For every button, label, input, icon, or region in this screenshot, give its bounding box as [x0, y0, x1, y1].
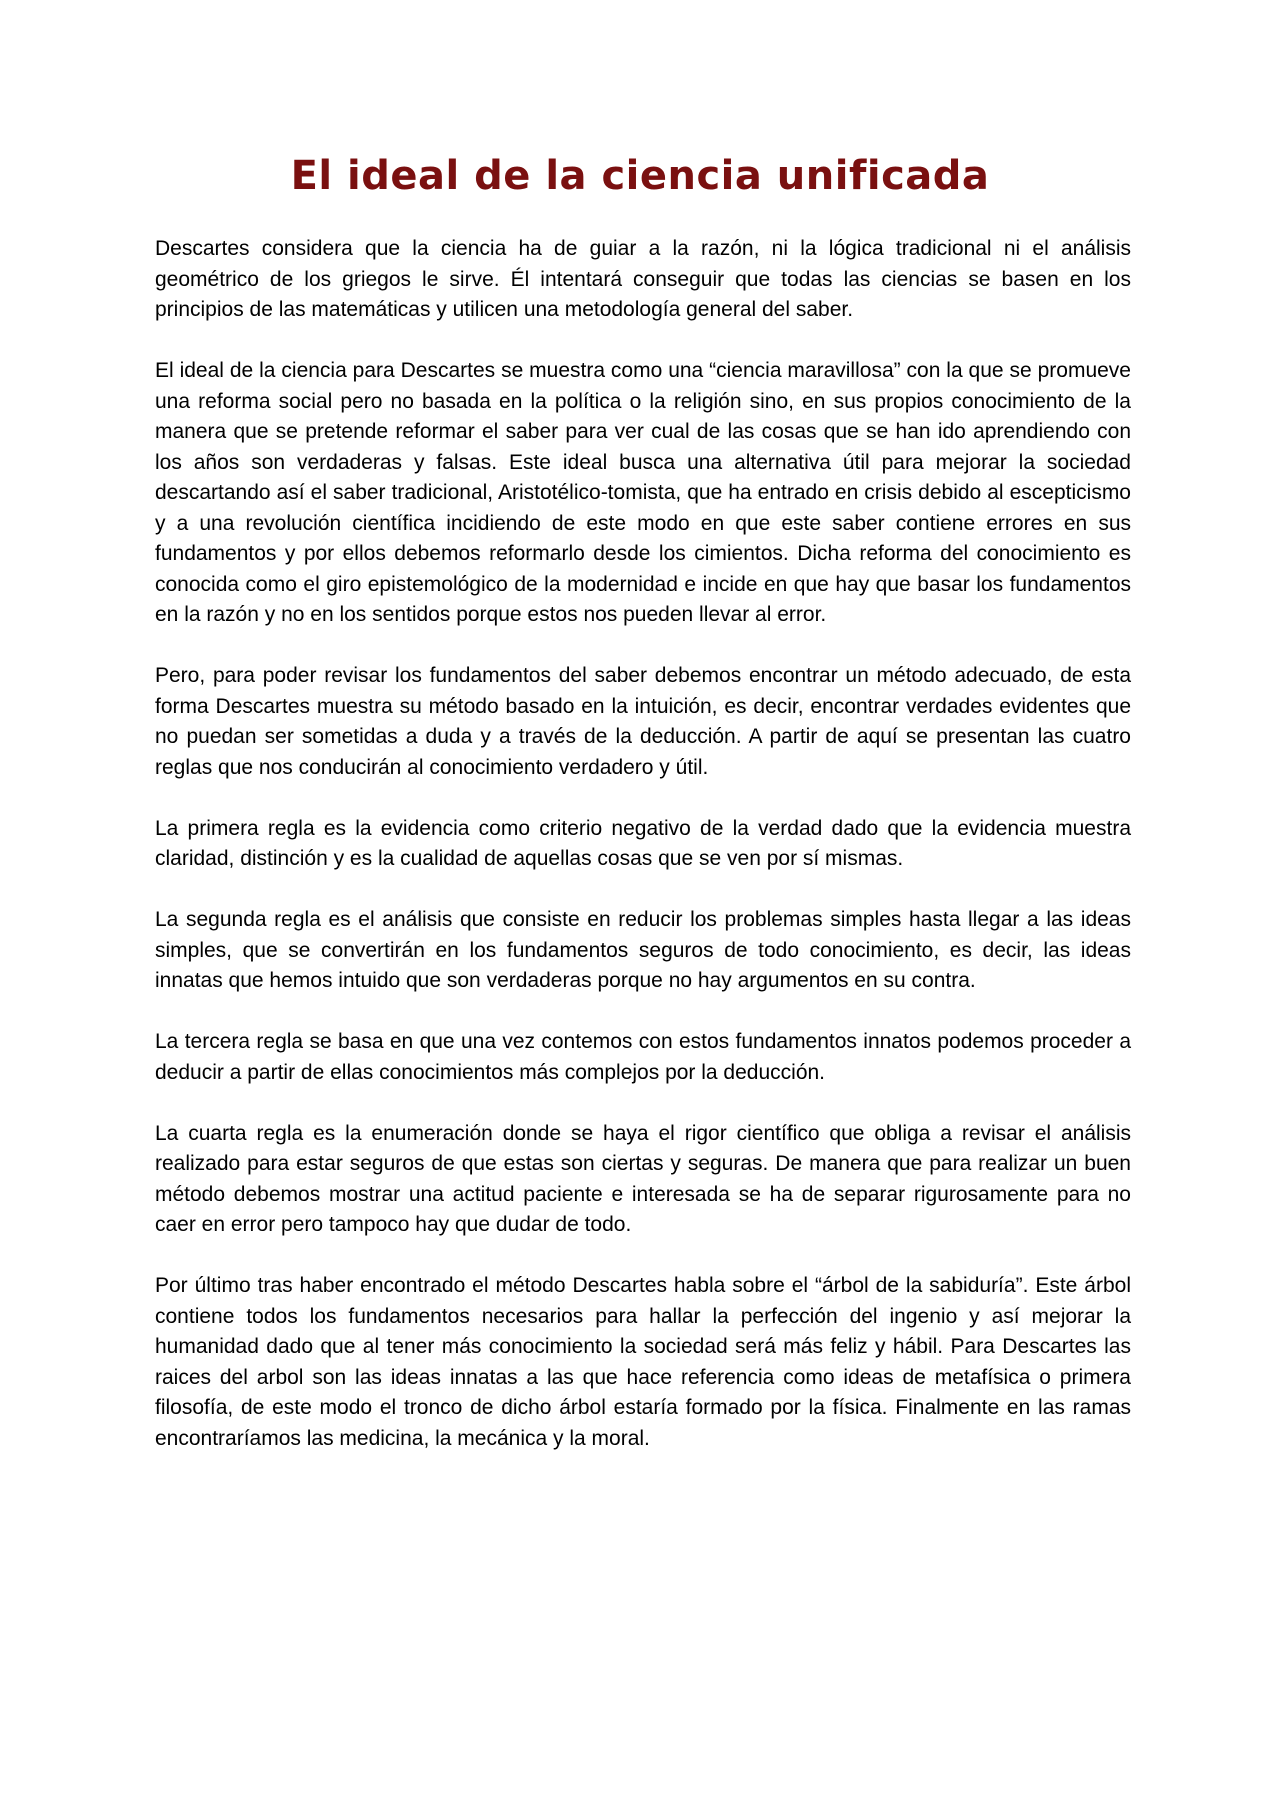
paragraph-6: La tercera regla se basa en que una vez contemos con estos fundamentos innatos podemos proceder a deducir a partir de ellas conocimientos más complejos por la deducción. [155, 1030, 1131, 1084]
paragraph-5: La segunda regla es el análisis que consiste en reducir los problemas simples hasta llegar a las ideas simples, que se convertirán en los fundamentos seguros de todo conocimiento, es decir, las ideas innatas que hemos intuido que son verdaderas porque no hay argumentos en su contra. [155, 908, 1131, 992]
paragraph-3: Pero, para poder revisar los fundamentos del saber debemos encontrar un método adecuado, de esta forma Descartes muestra su método basado en la intuición, es decir, encontrar verdades evidentes que no puedan ser sometidas a duda y a través de la deducción. A partir de aquí se presentan las cuatro reglas que nos conducirán al conocimiento verdadero y útil. [155, 664, 1131, 779]
paragraph-2: El ideal de la ciencia para Descartes se muestra como una “ciencia maravillosa” con la que se promueve una reforma social pero no basada en la política o la religión sino, en sus propios conocimiento de la manera que se pretende reformar el saber para ver cual de las cosas que se han ido aprendiendo con los años son verdaderas y falsas. Este ideal busca una alternativa útil para mejorar la sociedad descartando así el saber tradicional, Aristotélico-tomista, que ha entrado en crisis debido al escepticismo y a una revolución científica incidiendo de este modo en que este saber contiene errores en sus fundamentos y por ellos debemos reformarlo desde los cimientos. Dicha reforma del conocimiento es conocida como el giro epistemológico de la modernidad e incide en que hay que basar los fundamentos en la razón y no en los sentidos porque estos nos pueden llevar al error. [155, 359, 1131, 626]
paragraph-1: Descartes considera que la ciencia ha de guiar a la razón, ni la lógica tradicional ni el análisis geométrico de los griegos le sirve. Él intentará conseguir que todas las ciencias se basen en los principios de las matemáticas y utilicen una metodología general del saber. [155, 237, 1131, 321]
paragraph-7: La cuarta regla es la enumeración donde se haya el rigor científico que obliga a revisar el análisis realizado para estar seguros de que estas son ciertas y seguras. De manera que para realizar un buen método debemos mostrar una actitud paciente e interesada se ha de separar rigurosamente para no caer en error pero tampoco hay que dudar de todo. [155, 1121, 1131, 1236]
document-body [155, 234, 1131, 1485]
paragraph-4: La primera regla es la evidencia como criterio negativo de la verdad dado que la evidencia muestra claridad, distinción y es la cualidad de aquellas cosas que se ven por sí mismas. [155, 816, 1131, 870]
page-title: El ideal de la ciencia unificada [290, 153, 990, 199]
paragraph-8: Por último tras haber encontrado el método Descartes habla sobre el “árbol de la sabiduría”. Este árbol contiene todos los fundamentos necesarios para hallar la perfección del ingenio y así mejorar la humanidad dado que al tener más conocimiento la sociedad será más feliz y hábil. Para Descartes las raices del arbol son las ideas innatas a las que hace referencia como ideas de metafísica o primera filosofía, de este modo el tronco de dicho árbol estaría formado por la física. Finalmente en las ramas encontraríamos las medicina, la mecánica y la moral. [155, 1274, 1131, 1450]
